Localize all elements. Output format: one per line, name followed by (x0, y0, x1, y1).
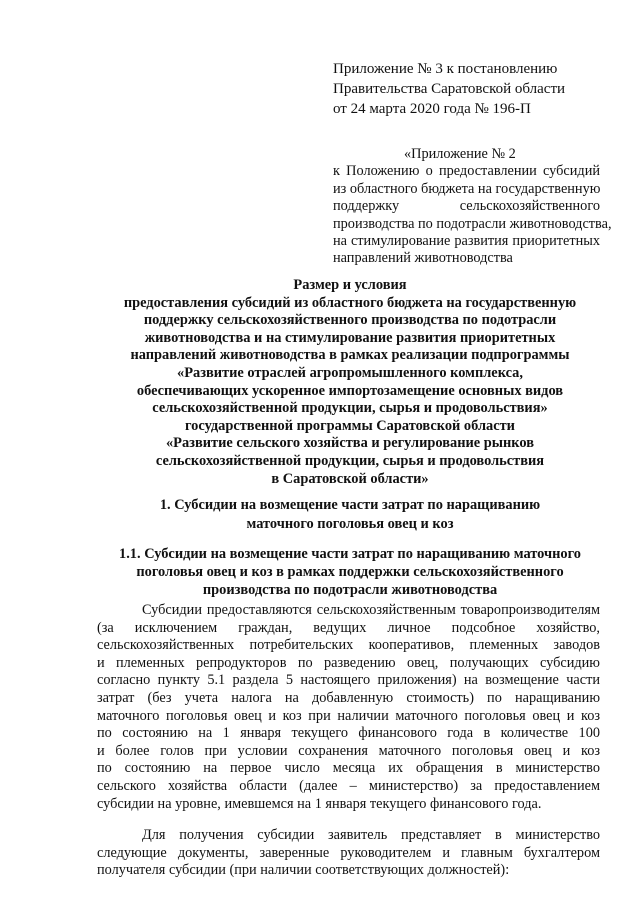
heading-line: Размер и условия (293, 277, 407, 293)
paragraph-line: субсидии на уровне, имевшемся на 1 января текущего финансового года. (97, 795, 542, 812)
annex2-block (333, 146, 612, 268)
annex2-title: «Приложение № 2 (404, 146, 516, 162)
heading-line: «Развитие отраслей агропромышленного комплекса, (177, 364, 523, 381)
heading-line: предоставления субсидий из областного бюджета на государственную (123, 294, 577, 311)
subsection-title-line: 1.1. Субсидии на возмещение части затрат по наращиванию маточного (119, 546, 581, 562)
subsection-1-1-title (70, 546, 630, 599)
heading-line: поддержку сельскохозяйственного производства по подотрасли (143, 312, 557, 329)
section-title-line: 1. Субсидии на возмещение части затрат по наращиванию (159, 497, 541, 513)
paragraph-line: и более голов при условии сохранения маточного поголовья овец и коз (97, 742, 600, 759)
paragraph-line: по состоянию на 1 января текущего финансового года в количестве 100 (97, 725, 600, 742)
section-title-line: маточного поголовья овец и коз (246, 516, 454, 532)
document-heading (70, 277, 630, 488)
body-text (97, 602, 600, 880)
paragraph-line: маточного поголовья овец и коз при наличии маточного поголовья овец и коз (97, 707, 600, 724)
paragraph-line: следующие документы, заверенные руководителем и главным бухгалтером (97, 844, 600, 861)
paragraph-1 (97, 602, 600, 813)
paragraph-line: (за исключением граждан, ведущих личное подсобное хозяйство, (97, 619, 600, 636)
annex-header (333, 59, 565, 119)
heading-line: государственной программы Саратовской области (185, 417, 515, 434)
heading-line: животноводства и на стимулирование развития приоритетных (144, 329, 556, 346)
paragraph-line: Субсидии предоставляются сельскохозяйственным товаропроизводителям (142, 602, 600, 618)
paragraph-line: получателя субсидии (при наличии соответствующих должностей): (97, 862, 510, 879)
subsection-title-line: поголовья овец и коз в рамках поддержки сельскохозяйственного (136, 563, 564, 580)
section-1-title (70, 496, 630, 534)
paragraph-line: согласно пункту 5.1 раздела 5 настоящего приложения) на возмещение части (97, 672, 600, 689)
paragraph-2 (97, 827, 600, 880)
annex2-line: на стимулирование развития приоритетных (333, 233, 600, 250)
heading-line: обеспечивающих ускоренное импортозамещение основных видов (136, 382, 564, 399)
annex2-line: производства по подотрасли животноводства, (333, 215, 612, 232)
annex-header-line: от 24 марта 2020 года № 196-П (333, 101, 531, 117)
annex2-line: к Положению о предоставлении субсидий (333, 163, 600, 180)
paragraph-line: сельскохозяйственных потребительских кооперативов, племенных заводов (97, 637, 600, 654)
annex-header-line: Правительства Саратовской области (333, 81, 566, 97)
paragraph-line: затрат (без учета налога на добавленную стоимость) по наращиванию (97, 689, 600, 706)
annex2-line: направлений животноводства (333, 250, 513, 267)
annex2-line: из областного бюджета на государственную (333, 180, 601, 197)
annex2-line: поддержку сельскохозяйственного (333, 198, 600, 215)
heading-line: «Развитие сельского хозяйства и регулирование рынков (165, 435, 534, 452)
subsection-title-line: производства по подотрасли животноводства (202, 581, 498, 598)
paragraph-line: и племенных репродукторов по разведению овец, получающих субсидию (97, 654, 600, 671)
heading-line: направлений животноводства в рамках реализации подпрограммы (130, 347, 570, 364)
heading-line: в Саратовской области» (271, 470, 429, 487)
heading-line: сельскохозяйственной продукции, сырья и продовольствия» (152, 400, 548, 417)
paragraph-line: Для получения субсидии заявитель представляет в министерство (142, 827, 600, 844)
heading-line: сельскохозяйственной продукции, сырья и продовольствия (155, 452, 545, 469)
annex-header-line: Приложение № 3 к постановлению (333, 61, 558, 77)
paragraph-line: по состоянию на первое число месяца их обращения в министерство (97, 760, 600, 777)
paragraph-line: сельского хозяйства области (далее – министерство) за предоставлением (97, 777, 600, 794)
